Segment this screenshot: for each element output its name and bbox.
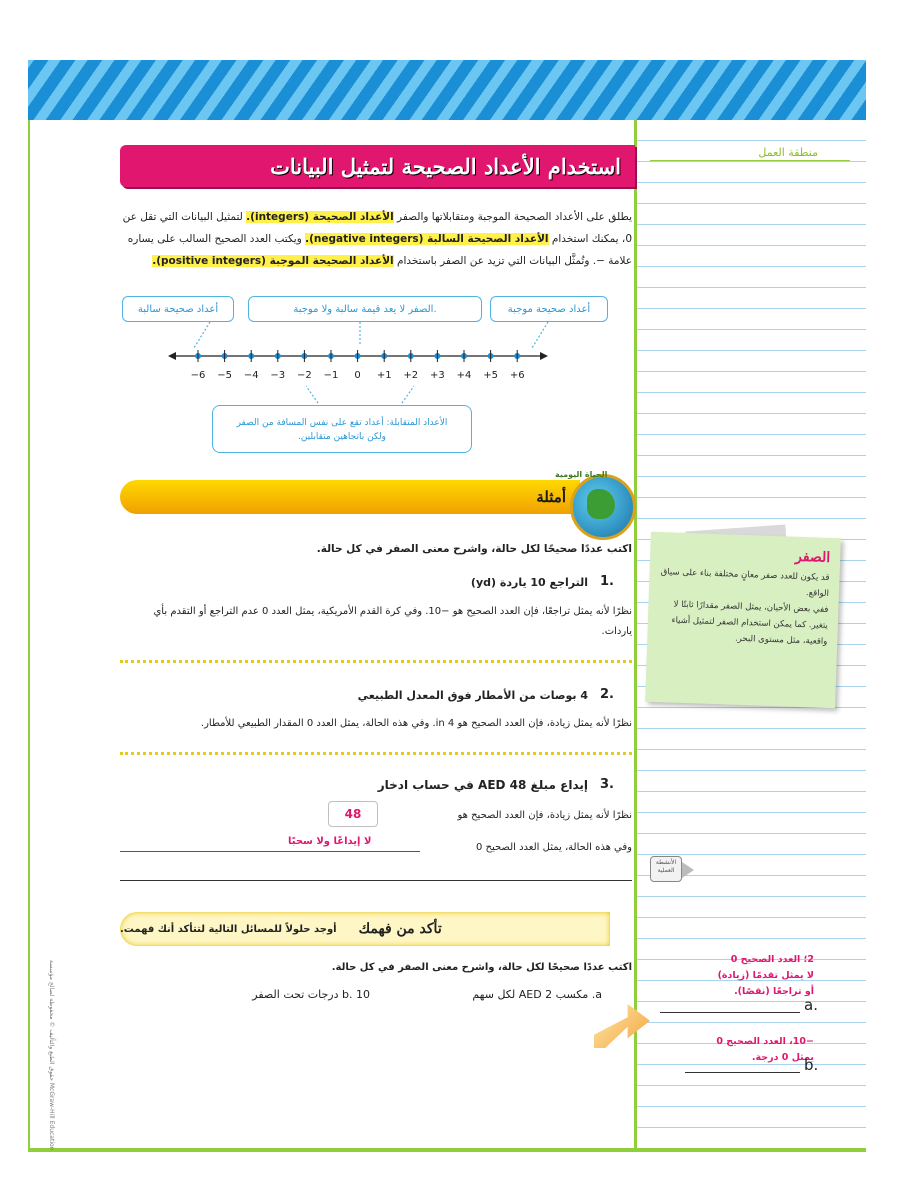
check-instruction: اكتب عددًا صحيحًا لكل حالة، واشرح معنى الصفر في كل حالة.: [331, 962, 632, 973]
divider-2: [120, 752, 632, 755]
margin-letter-b: b.: [804, 1056, 819, 1074]
example-3-blank-line: [120, 880, 632, 881]
number-line-label: +3: [430, 370, 445, 381]
example-3-text-1: نظرًا لأنه يمثل زيادة، فإن العدد الصحيح هو: [457, 810, 632, 821]
problem-b: b. 10 درجات تحت الصفر: [252, 988, 370, 1001]
hands-on-activity-icon[interactable]: الأنشطة العملية: [650, 856, 682, 882]
examples-instruction: اكتب عددًا صحيحًا لكل حالة، واشرح معنى الصفر في كل حالة.: [316, 543, 632, 555]
number-line-right-arrow: [540, 352, 548, 360]
example-3-answer-line: [120, 851, 420, 852]
opposites-bubble: [212, 405, 472, 453]
example-3-answer-box[interactable]: 48: [328, 801, 378, 827]
margin-divider: [634, 120, 637, 1150]
examples-title: أمثلة: [536, 488, 566, 506]
globe-icon: [570, 474, 636, 540]
number-line-label: −1: [323, 370, 339, 381]
work-area-label: منطقة العمل: [758, 146, 818, 159]
callout-negative: أعداد صحيحة سالبة: [122, 296, 234, 322]
term-positive-integers: الأعداد الصحيحة الموجبة (positive integers).: [152, 255, 394, 267]
real-life-ribbon: الحياة اليومية: [555, 470, 608, 479]
example-2-heading: 4 بوصات من الأمطار فوق المعدل الطبيعي: [357, 689, 588, 702]
margin-answer-b-line-1: −10، العدد الصحيح 0: [716, 1036, 814, 1047]
top-banner-stripe: [28, 60, 866, 120]
term-integers: الأعداد الصحيحة (integers).: [246, 211, 394, 223]
number-line-label: +2: [403, 370, 419, 381]
examples-header-bar: [120, 480, 580, 514]
intro-paragraph: [120, 206, 632, 272]
term-negative-integers: الأعداد الصحيحة السالبة (negative integers).: [305, 233, 549, 245]
work-area-underline: [650, 160, 850, 161]
intro-text-2: لتمثيل البيانات التي تقل عن 0، يمكنك استخدام: [122, 211, 632, 245]
opposites-line-2: ولكن باتجاهين متقابلين.: [298, 432, 386, 442]
callout-zero: الصفر لا يعد قيمة سالبة ولا موجبة.: [248, 296, 482, 322]
example-3-heading: إيداع مبلغ AED 48 في حساب ادخار: [377, 778, 588, 792]
number-line-label: −4: [243, 370, 259, 381]
margin-answer-a: [718, 952, 814, 1000]
zero-note-text-1: قد يكون للعدد صفر معانٍ مختلفة بناء على سياق الواقع.: [660, 567, 830, 599]
zero-note: [645, 532, 841, 709]
lesson-title-bar: [120, 145, 635, 187]
number-line-left-arrow: [168, 352, 176, 360]
example-1-heading: التراجع 10 ياردة (yd): [470, 576, 588, 589]
lesson-title: استخدام الأعداد الصحيحة لتمثيل البيانات: [270, 153, 621, 179]
margin-answer-a-line-2: لا يمثل تقدمًا (زيادة): [717, 970, 814, 981]
tab-arrow-icon: [682, 862, 694, 878]
margin-answer-a-line-3: أو تراجعًا (نقصًا).: [734, 986, 814, 997]
zero-note-title: الصفر: [794, 548, 831, 567]
margin-answer-b: [716, 1034, 814, 1066]
intro-text-1: يطلق على الأعداد الصحيحة الموجبة ومتقابلاتها والصفر: [397, 211, 632, 223]
globe-land: [587, 489, 615, 519]
example-3-number: 3.: [600, 777, 614, 792]
check-understanding-bar: [120, 912, 610, 946]
check-subtitle: أوجد حلولاً للمسائل التالية لتتأكد أنك فهمت.: [120, 923, 337, 935]
number-line-label: +1: [376, 370, 392, 381]
number-line-label: −6: [190, 370, 206, 381]
problem-a: a. مكسب AED 2 لكل سهم: [472, 988, 602, 1001]
number-line-label: +6: [509, 370, 525, 381]
bottom-rule: [28, 1148, 866, 1152]
number-line: [168, 344, 548, 384]
example-3-text-2: وفي هذه الحالة، يمثل العدد الصحيح 0: [475, 842, 632, 853]
example-3-answer-2[interactable]: لا إيداعًا ولا سحبًا: [288, 836, 372, 847]
copyright-side-text: حقوق الطبع والتأليف © محفوظة لصالح مؤسسة McGraw-Hill Education: [48, 960, 55, 1151]
example-1-number: 1.: [600, 574, 614, 589]
margin-answer-a-line-1: 2؛ العدد الصحيح 0: [730, 954, 814, 965]
left-rule: [28, 120, 30, 1150]
number-line-label: +5: [483, 370, 498, 381]
margin-letter-a: a.: [804, 996, 818, 1014]
margin-answer-b-line: [685, 1072, 800, 1073]
number-line-label: −2: [297, 370, 312, 381]
example-2-number: 2.: [600, 687, 614, 702]
margin-answer-a-line: [660, 1012, 800, 1013]
callout-positive: أعداد صحيحة موجبة: [490, 296, 608, 322]
check-title: تأكد من فهمك: [358, 921, 442, 937]
divider-1: [120, 660, 632, 663]
number-line-label: +4: [456, 370, 472, 381]
opposites-line-1: الأعداد المتقابلة: أعداد تقع على نفس المسافة من الصفر: [236, 418, 448, 428]
margin-answer-b-line-2: يمثل 0 درجة.: [751, 1052, 814, 1063]
example-1-text: نظرًا لأنه يمثل تراجعًا، فإن العدد الصحيح هو −10. وفي كرة القدم الأمريكية، يمثل العدد 0 عدم التراجع أو التقدم بأي ياردات.: [153, 606, 632, 637]
number-line-label: 0: [354, 370, 361, 381]
intro-text-3: ويكتب العدد الصحيح السالب على يساره علامة −. وتُمثَّل البيانات التي تزيد عن الصفر باستخدام: [127, 233, 632, 267]
example-2-text: نظرًا لأنه يمثل زيادة، فإن العدد الصحيح هو in 4. وفي هذه الحالة، يمثل العدد 0 المقدار الطبيعي للأمطار.: [200, 718, 632, 729]
zero-note-text-2: ففي بعض الأحيان، يمثل الصفر مقدارًا ثابتًا لا يتغير. كما يمكن استخدام الصفر لتمثيل أشياء واقعية، مثل مستوى البحر.: [671, 599, 829, 647]
number-line-label: −5: [217, 370, 232, 381]
number-line-label: −3: [270, 370, 286, 381]
